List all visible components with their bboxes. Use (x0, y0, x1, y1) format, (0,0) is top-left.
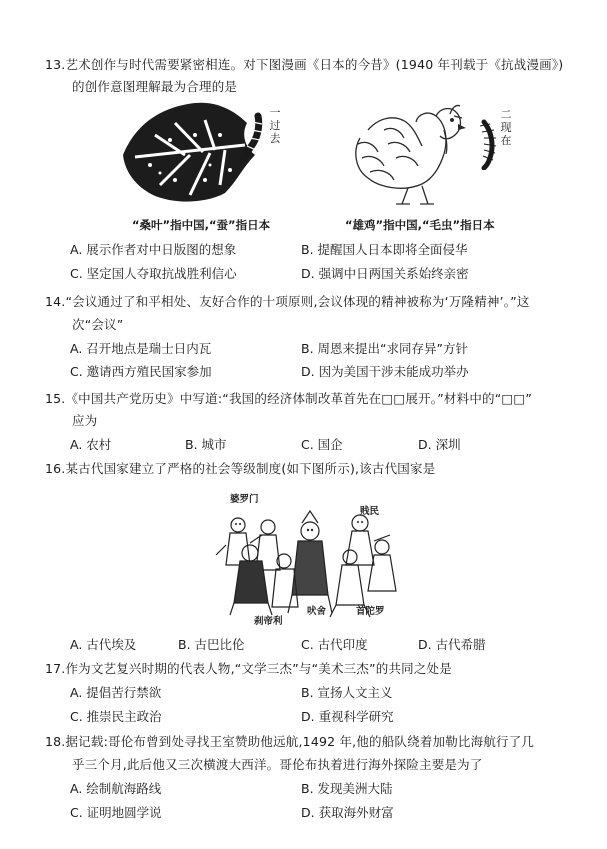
q15-option-b[interactable]: B. 城市 (185, 437, 227, 452)
rooster-cartoon (348, 100, 478, 208)
q17-option-c[interactable]: C. 推崇民主政治 (70, 709, 162, 724)
silkworm-icon (238, 112, 268, 164)
caste-label-vaishya: 吠舍 (307, 606, 327, 617)
q14-option-a[interactable]: A. 召开地点是瑞士日内瓦 (70, 341, 212, 356)
q14-stem-line1: 14.“会议通过了和平相处、友好合作的十项原则,会议体现的精神被称为‘万隆精神’。”这 (45, 294, 530, 309)
q16-option-a[interactable]: A. 古代埃及 (70, 637, 137, 652)
q16-option-c[interactable]: C. 古代印度 (301, 637, 368, 652)
q18-stem-line1: 18.据记载:哥伦布曾到处寻找王室赞助他远航,1492 年,他的船队绕着加勒比海航行了几 (45, 734, 535, 749)
caste-label-shudra: 首陀罗 (356, 606, 385, 617)
q14-stem-line2: 次“会议” (72, 317, 124, 332)
q13-caption-left: “桑叶”指中国,“蚕”指日本 (132, 218, 271, 232)
q13-option-c[interactable]: C. 坚定国人夺取抗战胜利信心 (70, 266, 237, 281)
caste-label-kshatriya: 刹帝利 (254, 616, 283, 627)
q16-option-d[interactable]: D. 古代希腊 (418, 637, 486, 652)
q17-stem: 17.作为文艺复兴时期的代表人物,“文学三杰”与“美术三杰”的共同之处是 (45, 661, 452, 676)
q17-option-d[interactable]: D. 重视科学研究 (301, 709, 394, 724)
q14-option-d[interactable]: D. 因为美国干涉未能成功举办 (301, 364, 469, 379)
q16-option-b[interactable]: B. 古巴比伦 (178, 637, 245, 652)
q15-stem-line1: 15.《中国共产党历史》中写道:“我国的经济体制改革首先在□□展开。”材料中的“□□” (45, 391, 533, 406)
caste-system-figure (210, 495, 410, 620)
q14-option-b[interactable]: B. 周恩来提出“求同存异”方针 (301, 341, 468, 356)
q18-option-d[interactable]: D. 获取海外财富 (301, 805, 394, 820)
q18-option-c[interactable]: C. 证明地圆学说 (70, 805, 162, 820)
caste-label-untouchable: 贱民 (360, 506, 380, 517)
q18-option-b[interactable]: B. 发现美洲大陆 (301, 781, 393, 796)
q15-stem-line2: 应为 (72, 413, 98, 428)
caste-label-brahmin: 婆罗门 (230, 494, 259, 505)
q15-option-d[interactable]: D. 深圳 (418, 437, 461, 452)
q13-stem-line2: 的创作意图理解最为合理的是 (72, 79, 238, 94)
q18-stem-line2: 乎三个月,此后他又三次横渡大西洋。哥伦布执着进行海外探险主要是为了 (72, 757, 483, 772)
q13-option-a[interactable]: A. 展示作者对中日版图的想象 (70, 242, 237, 257)
q13-option-b[interactable]: B. 提醒国人日本即将全面侵华 (301, 242, 468, 257)
q15-option-a[interactable]: A. 农村 (70, 437, 112, 452)
q18-option-a[interactable]: A. 绘制航海路线 (70, 781, 162, 796)
q13-caption-right: “雄鸡”指中国,“毛虫”指日本 (345, 218, 495, 232)
q15-option-c[interactable]: C. 国企 (301, 437, 343, 452)
q13-stem-line1: 13.艺术创作与时代需要紧密相连。对下图漫画《日本的今昔》(1940 年刊载于《抗战漫画》) (45, 57, 564, 72)
q13-option-d[interactable]: D. 强调中日两国关系始终亲密 (301, 266, 469, 281)
q13-left-side-label: 一过去 (269, 106, 281, 145)
q13-right-side-label: 二现在 (500, 108, 512, 147)
q16-stem: 16.某古代国家建立了严格的社会等级制度(如下图所示),该古代国家是 (45, 461, 436, 476)
q14-option-c[interactable]: C. 邀请西方殖民国家参加 (70, 364, 212, 379)
q17-option-a[interactable]: A. 提倡苦行禁欲 (70, 685, 162, 700)
q17-option-b[interactable]: B. 宣扬人文主义 (301, 685, 393, 700)
